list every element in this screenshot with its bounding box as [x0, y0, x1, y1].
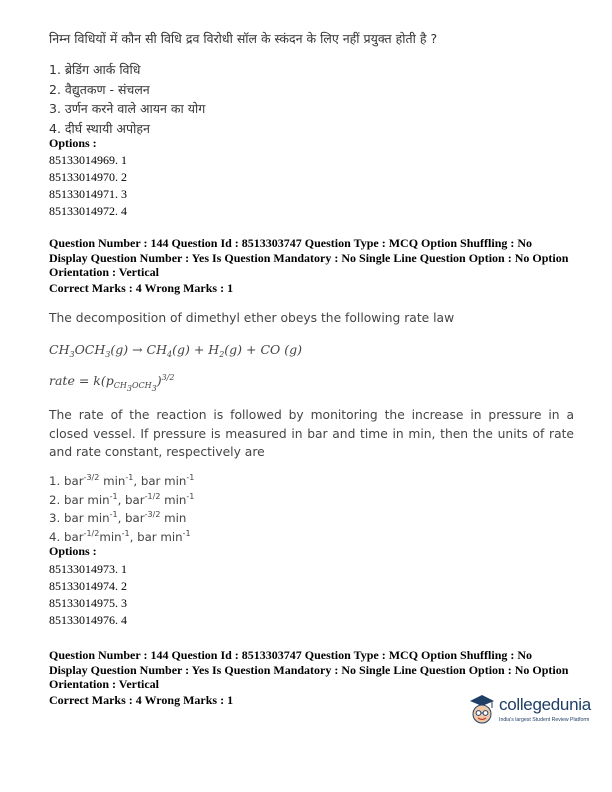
metadata-line: Display Question Number : Yes Is Question Mandatory : No Single Line Question Option : No Option	[49, 662, 569, 677]
option-id-list	[49, 561, 127, 629]
marks-line: Correct Marks : 4 Wrong Marks : 1	[49, 692, 234, 707]
option-id: 85133014970. 2	[49, 170, 127, 184]
option-id: 85133014972. 4	[49, 204, 127, 218]
choice-2: 2. वैद्युतकण - संचलन	[49, 81, 150, 97]
choice-4: 4. दीर्घ स्थायी अपोहन	[49, 120, 150, 136]
metadata-line: Question Number : 144 Question Id : 8513303747 Question Type : MCQ Option Shuffling : No	[49, 236, 533, 250]
question-text-hindi: निम्न विधियों में कौन सी विधि द्रव विरोधी सॉल के स्कंदन के लिए नहीं प्रयुक्त होती है ?	[49, 31, 438, 46]
option-id: 85133014969. 1	[49, 153, 127, 167]
choice-1: 1. bar$^{-3/2}$ $\min^{-1}$, bar $\min^{-1}$	[49, 473, 195, 488]
option-id: 85133014973. 1	[49, 562, 127, 576]
question-body: The rate of the reaction is followed by monitoring the increase in pressure in a closed vessel. If pressure is measured in bar and time in min, then the units of rate and rate constant, respectively are	[49, 408, 574, 459]
metadata-line: Orientation : Vertical	[49, 677, 159, 691]
question-intro: The decomposition of dimethyl ether obeys the following rate law	[49, 311, 455, 325]
choice-4: 4. $bar^{-1/2}\min^{-1}$, bar $\min^{-1}$	[49, 528, 191, 544]
option-id: 85133014975. 3	[49, 596, 127, 610]
option-id: 85133014974. 2	[49, 579, 127, 593]
graduate-face-icon	[467, 692, 497, 726]
rate-law-equation: rate = $k(p_{CH_3OCH_3})^{3/2}$	[49, 373, 175, 393]
choice-3: 3. bar $\min^{-1}$, bar$^{-3/2}$ min	[49, 510, 187, 525]
metadata-line: Display Question Number : Yes Is Question Mandatory : No Single Line Question Option : No Option	[49, 250, 569, 265]
logo-tagline: India's largest Student Review Platform	[499, 717, 590, 723]
collegedunia-logo	[467, 690, 603, 734]
options-label: Options :	[49, 544, 97, 558]
metadata-line: Orientation : Vertical	[49, 265, 159, 279]
options-label: Options :	[49, 136, 97, 150]
logo-wordmark: collegedunia	[499, 695, 591, 714]
choice-3: 3. उर्णन करने वाले आयन का योग	[49, 101, 206, 116]
choice-1: 1. ब्रेडिंग आर्क विधि	[49, 62, 141, 77]
option-id-list	[49, 152, 127, 220]
reaction-equation: $CH_3OCH_3(g) \to CH_4(g) + H_2(g)$ + CO (g)	[49, 342, 302, 359]
marks-line: Correct Marks : 4 Wrong Marks : 1	[49, 280, 234, 295]
metadata-line: Question Number : 144 Question Id : 8513303747 Question Type : MCQ Option Shuffling : No	[49, 648, 533, 662]
hindi-choice-list	[49, 60, 449, 138]
choice-list	[49, 469, 449, 543]
question-metadata	[49, 236, 579, 295]
option-id: 85133014976. 4	[49, 613, 127, 627]
choice-2: 2. bar $\min^{-1}$, bar$^{-1/2}$ $\min^{-1}$	[49, 491, 195, 507]
option-id: 85133014971. 3	[49, 187, 127, 201]
